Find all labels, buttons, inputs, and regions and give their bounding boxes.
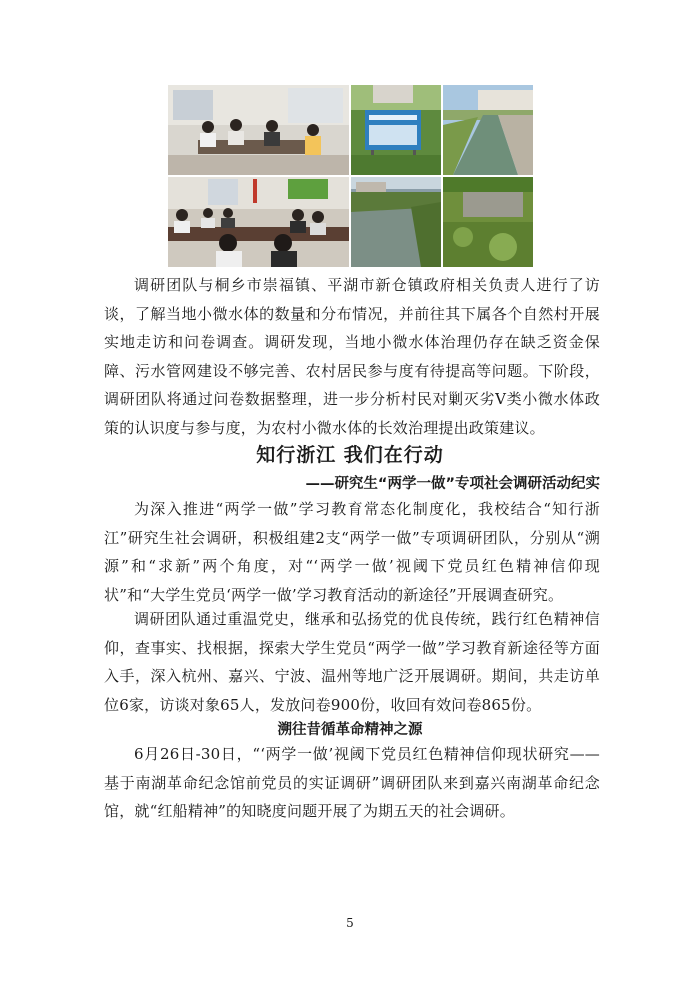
photo-notice-board [351, 85, 441, 175]
photo-village-river [351, 177, 441, 267]
photo-canal [443, 85, 533, 175]
interview-findings-paragraph: 调研团队与桐乡市崇福镇、平湖市新仓镇政府相关负责人进行了访谈，了解当地小微水体的数量和分布情况，并前往其下属各个自然村开展实地走访和问卷调查。调研发现，当地小微水体治理仍存在缺乏资金保障、污水管网建设不够完善、农村居民参与度有待提高等问题。下阶段，调研团队将通过问卷数据整理，进一步分析村民对剿灭劣Ⅴ类小微水体政策的认识度与参与度，为农村小微水体的长效治理提出政策建议。 [104, 276, 600, 437]
photo-meeting-room [168, 85, 349, 175]
section-heading: 溯往昔循革命精神之源 [277, 722, 423, 738]
article-subtitle: ——研究生“两学一做”专项社会调研活动纪实 [305, 476, 600, 492]
photo-overgrown-ditch [443, 177, 533, 267]
research-scope-paragraph: 调研团队通过重温党史，继承和弘扬党的优良传统，践行红色精神信仰，查事实、找根据，探索大学生党员“两学一做”学习教育新途径等方面入手，深入杭州、嘉兴、宁波、温州等地广泛开展调研。期间，共走访单位6家，访谈对象65人，发放问卷900份，收回有效问卷865份。 [104, 610, 600, 714]
page-number: 5 [346, 916, 354, 930]
article-title: 知行浙江 我们在行动 [256, 444, 444, 466]
nanhu-research-paragraph: 6月26日-30日，“‘两学一做’视阈下党员红色精神信仰现状研究——基于南湖革命纪念馆前党员的实证调研”调研团队来到嘉兴南湖革命纪念馆，就“红船精神”的知晓度问题开展了为期五天的社会调研。 [104, 745, 600, 820]
photo-collage [168, 85, 533, 267]
photo-conference [168, 177, 349, 267]
intro-paragraph: 为深入推进“两学一做”学习教育常态化制度化，我校结合“知行浙江”研究生社会调研，积极组建2支“两学一做”专项调研团队，分别从“溯源”和“求新”两个角度，对“‘两学一做’视阈下党员红色精神信仰现状”和“大学生党员‘两学一做’学习教育活动的新途径”开展调查研究。 [104, 500, 600, 604]
